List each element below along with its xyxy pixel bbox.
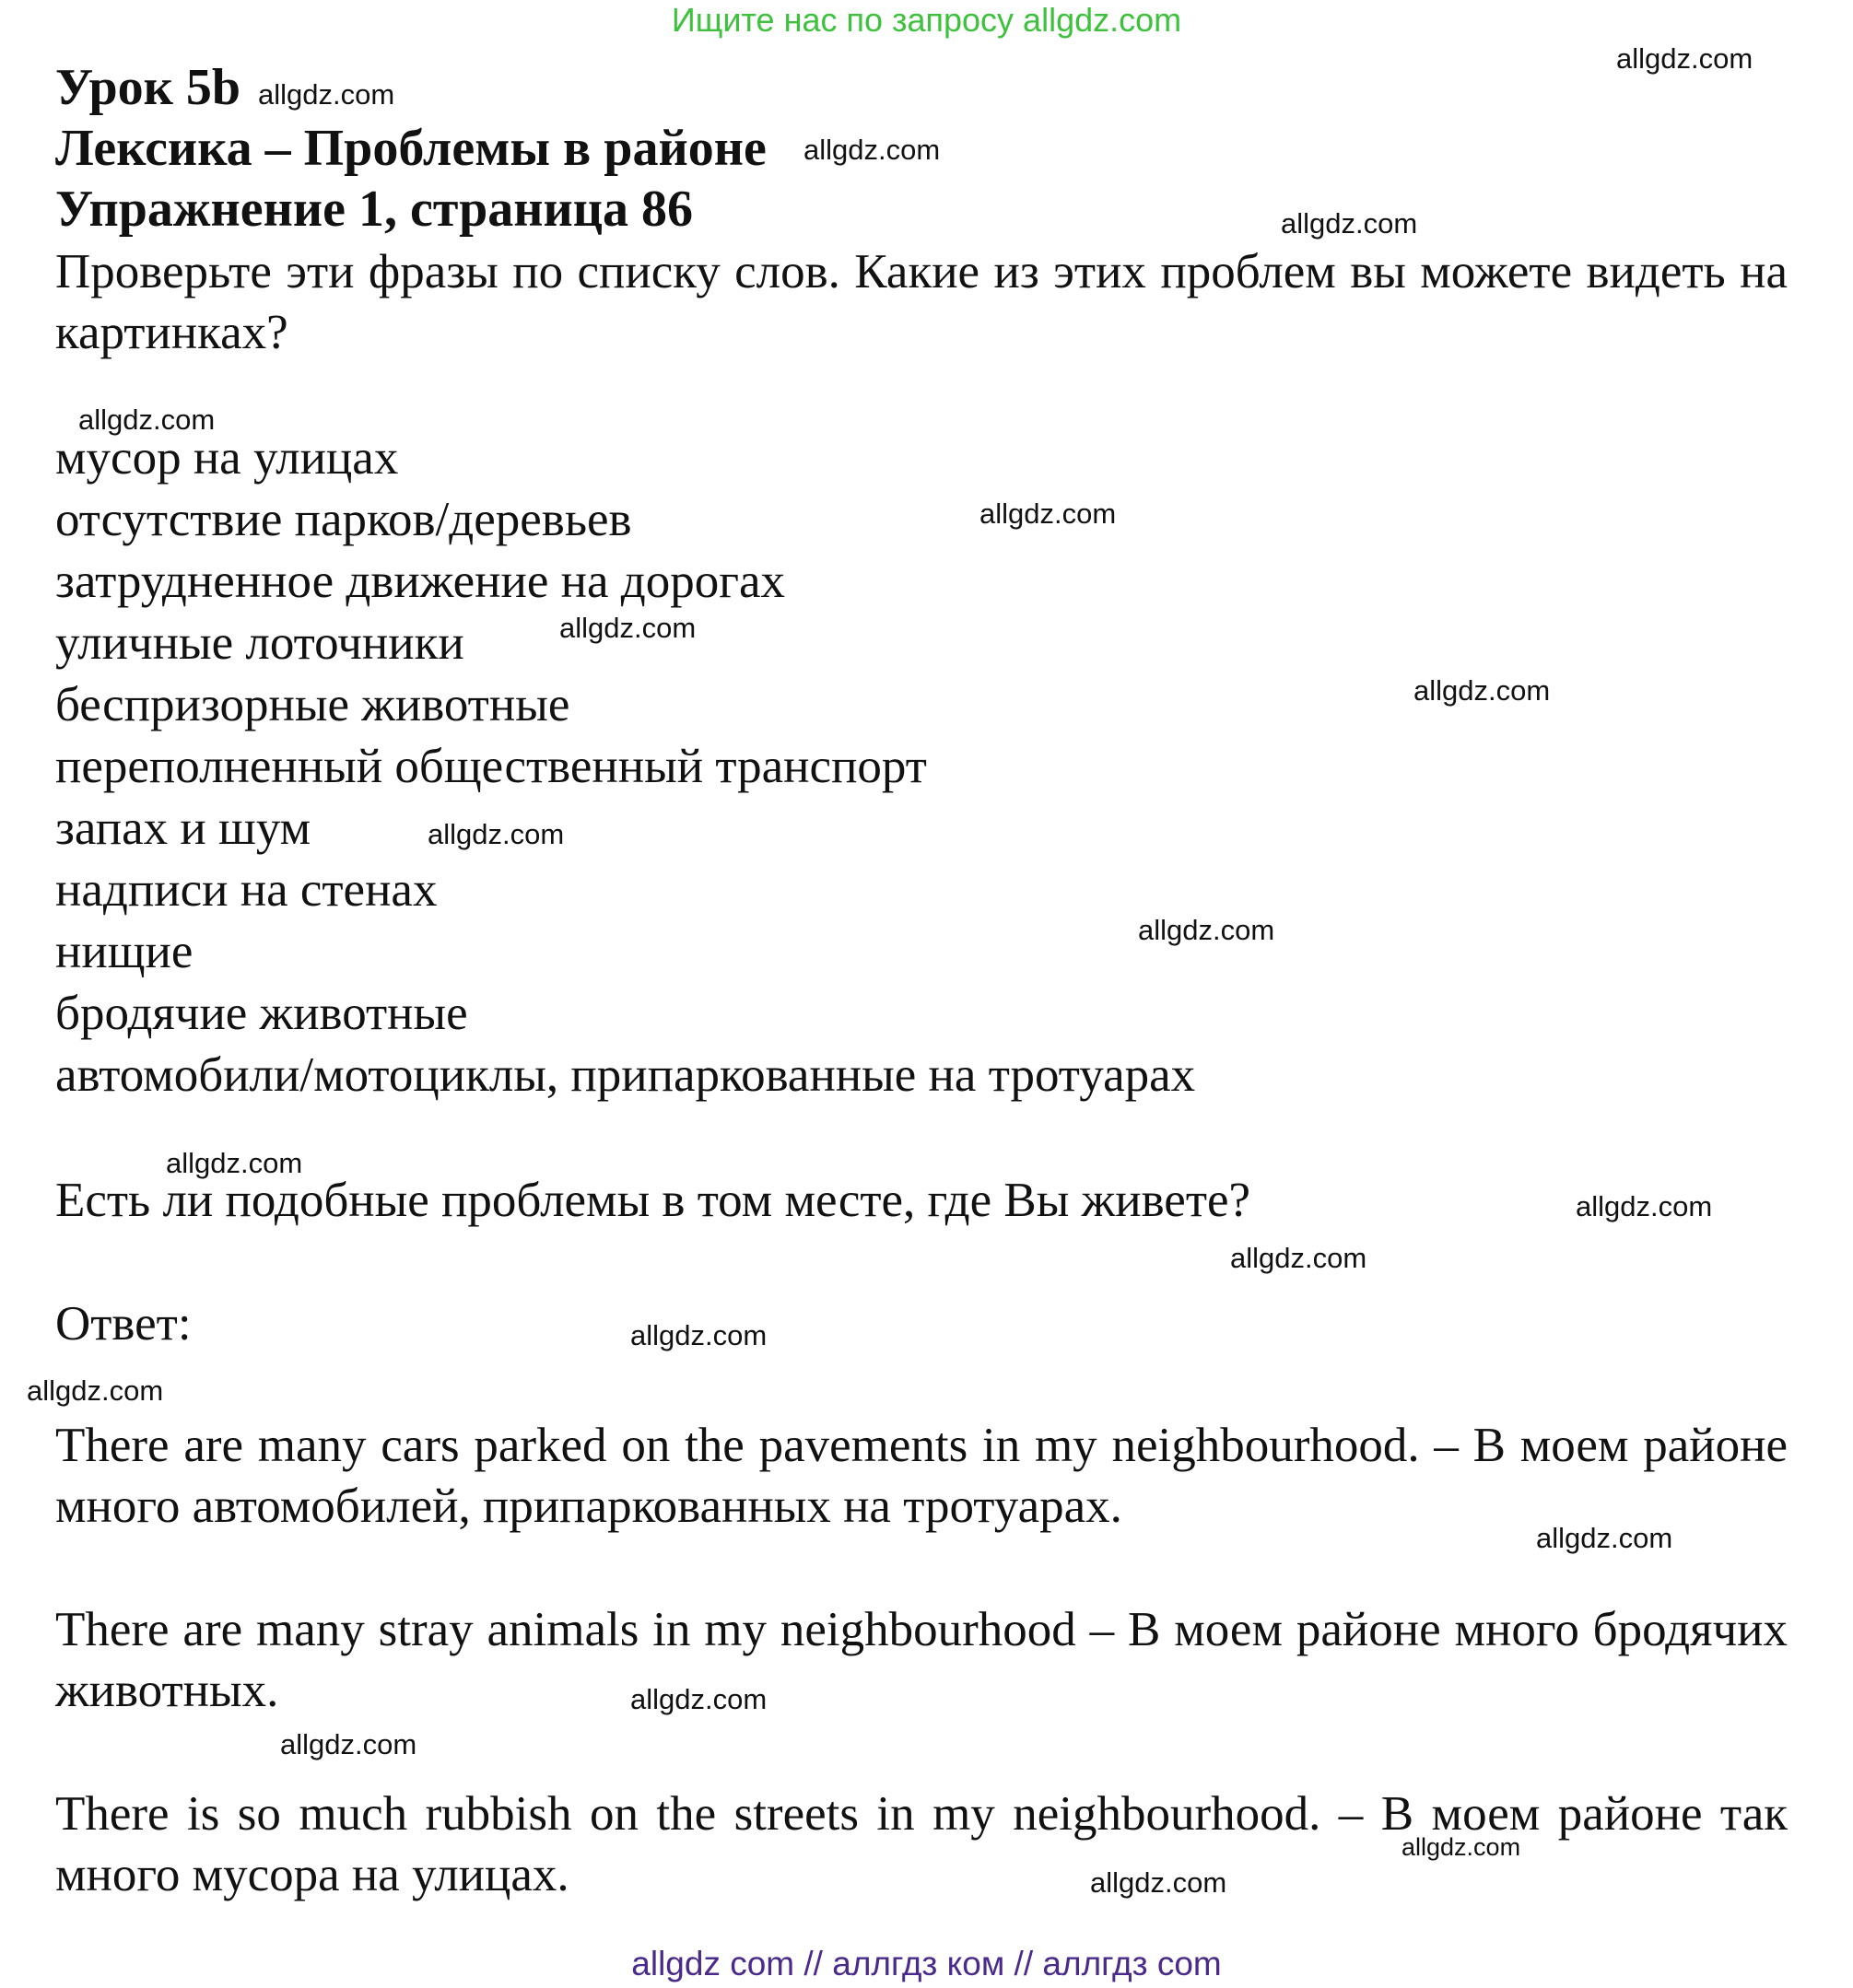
list-item: затрудненное движение на дорогах [55, 555, 786, 608]
list-item: запах и шум [55, 801, 311, 855]
watermark: allgdz.com [630, 1683, 768, 1715]
lesson-title: Урок 5b [55, 59, 241, 116]
answer-label: Ответ: [55, 1297, 192, 1351]
watermark: allgdz.com [1281, 207, 1418, 240]
watermark: allgdz.com [979, 497, 1117, 530]
answer-3: There is so much rubbish on the streets in my neighbourhood. – В моем районе так много мусора на улицах. [55, 1787, 1788, 1901]
answer-2: There are many stray animals in my neighbourhood – В моем районе много бродячих животных. [55, 1603, 1788, 1717]
watermark: allgdz.com [559, 612, 697, 644]
list-item: бродячие животные [55, 987, 468, 1040]
list-item: надписи на стенах [55, 863, 438, 917]
top-banner: Ищите нас по запросу allgdz.com [671, 1, 1182, 39]
list-item: уличные лоточники [55, 616, 464, 670]
question-text: Есть ли подобные проблемы в том месте, где Вы живете? [55, 1174, 1251, 1227]
watermark: allgdz.com [166, 1147, 303, 1179]
list-item: переполненный общественный транспорт [55, 740, 927, 793]
topic-title: Лексика – Проблемы в районе [55, 120, 767, 177]
list-item: беспризорные животные [55, 678, 570, 731]
watermark: allgdz.com [1230, 1242, 1367, 1274]
watermark: allgdz.com [1090, 1866, 1227, 1899]
answer-1: There are many cars parked on the pavements in my neighbourhood. – В моем районе много автомобилей, припаркованных на тротуарах. [55, 1419, 1788, 1533]
watermark: allgdz.com [630, 1319, 768, 1351]
watermark: allgdz.com [78, 403, 216, 436]
watermark: allgdz.com [1413, 674, 1551, 707]
footer-links: allgdz com // аллгдз ком // аллгдз com [631, 1945, 1222, 1982]
watermark: allgdz.com [1616, 42, 1753, 75]
list-item: мусор на улицах [55, 431, 399, 485]
watermark: allgdz.com [27, 1374, 164, 1407]
instruction-text: Проверьте эти фразы по списку слов. Какие из этих проблем вы можете видеть на картинках? [55, 245, 1788, 359]
watermark: allgdz.com [1576, 1190, 1713, 1222]
exercise-title: Упражнение 1, страница 86 [55, 181, 694, 238]
watermark: allgdz.com [258, 78, 395, 111]
watermark: allgdz.com [1401, 1833, 1521, 1861]
list-item: нищие [55, 925, 194, 978]
watermark: allgdz.com [1536, 1522, 1673, 1554]
watermark: allgdz.com [280, 1728, 417, 1760]
watermark: allgdz.com [428, 818, 565, 850]
watermark: allgdz.com [1138, 914, 1275, 946]
list-item: отсутствие парков/деревьев [55, 493, 632, 546]
watermark: allgdz.com [803, 134, 941, 166]
list-item: автомобили/мотоциклы, припаркованные на тротуарах [55, 1048, 1196, 1102]
